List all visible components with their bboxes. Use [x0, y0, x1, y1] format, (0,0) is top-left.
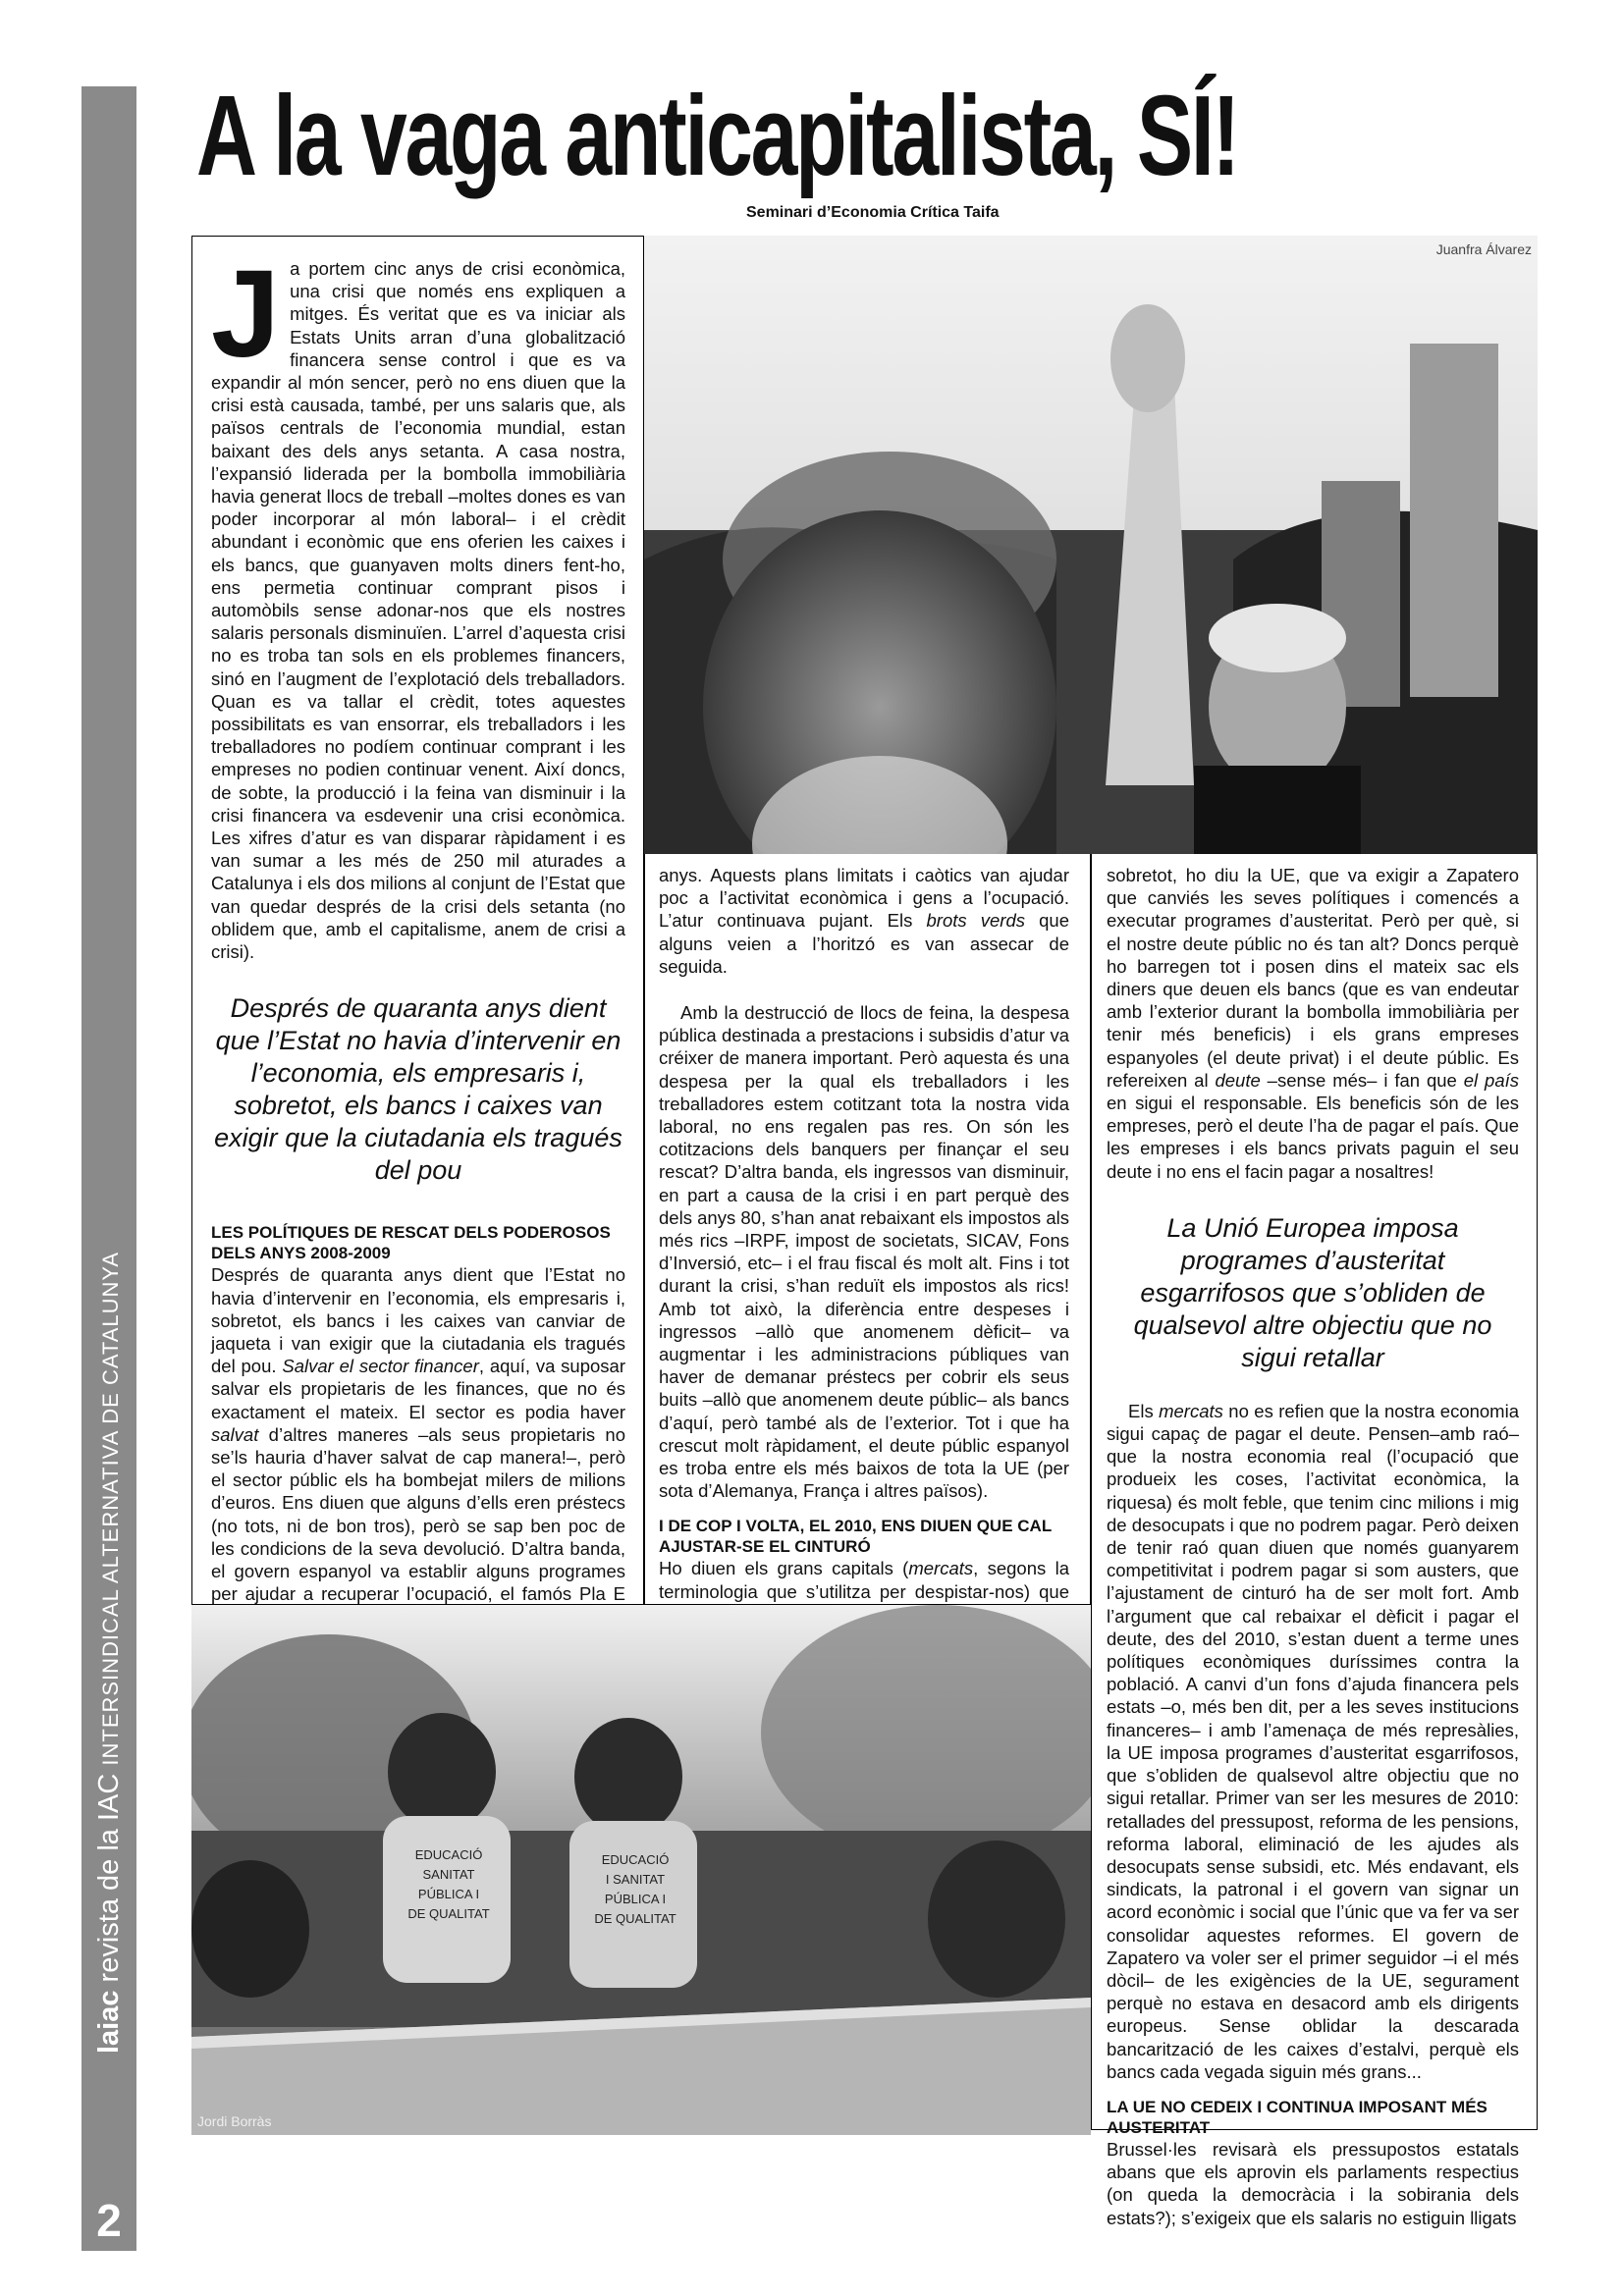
column-1 — [211, 244, 625, 1674]
col3-paragraph-3: Brussel·les revisarà els pressupostos estatals abans que els aprovin els parlaments respectius (on queda la democràcia i la sobirania dels estats?); s’exigeix que els salaris no estiguin lligats — [1107, 2138, 1519, 2228]
brand-name: laiac — [93, 1990, 125, 2054]
column-2 — [659, 864, 1069, 1626]
intro-text: a portem cinc anys de crisi econòmica, una crisi que només ens expliquen a mitges. És veritat que es va iniciar als Estats Units arran d’una globalització financera sense control i que es va expandir al món sencer, però no ens diuen que la crisi està causada, també, per uns salaris que, als països centrals de l’economia mundial, estan baixant des dels anys setanta. A casa nostra, l’expansió liderada per la bombolla immobiliària havia generat llocs de treball –moltes dones es van poder incorporar al món laboral– i el crèdit abundant i econòmic que ens oferien les caixes i els bancs, que guanyaven molts diners fent-ho, ens permetia continuar comprant pisos i automòbils sense adonar-nos que els nostres salaris personals disminuïen. L’arrel d’aquesta crisi no es troba tan sols en els problemes financers, sinó en l’augment de l’explotació dels treballadors. Quan es va tallar el crèdit, totes aquestes possibilitats es van ensorrar, els treballadors i les treballadores no podíem continuar comprant i les empreses no podien continuar venent. Així doncs, de sobte, la producció i la feina van disminuir i la crisi financera va esdevenir una crisi econòmica. Les xifres d’atur es van disparar ràpidament i es van sumar a les més de 250 mil aturades a Catalunya i els dos milions al conjunt de l’Estat que van quedar després de la crisi dels setanta (no oblidem que, amb el capitalisme, anem de crisi a crisi). — [211, 258, 625, 963]
text-run: que alguns veien a l’horitzó es van assecar de seguida. — [659, 910, 1069, 977]
page-title: A la vaga anticapitalista, SÍ! — [196, 72, 1238, 199]
protest-photo-illustration — [644, 236, 1538, 854]
text-run: Els — [1128, 1400, 1160, 1421]
subheading-rescat: LES POLÍTIQUES DE RESCAT DELS PODEROSOS DELS ANYS 2008-2009 — [211, 1223, 611, 1263]
text-run: , aquí, va suposar salvar els propietaris de les finances, que no és exactament el mateix. El sector es podia haver — [211, 1356, 625, 1422]
col2-paragraph-1 — [659, 864, 1069, 978]
bottom-photo-credit: Jordi Borràs — [197, 2113, 272, 2129]
subheading-austeritat: LA UE NO CEDEIX I CONTINUA IMPOSANT MÉS AUSTERITAT — [1107, 2097, 1488, 2137]
column-3 — [1107, 864, 1519, 2229]
shirt-line: SANITAT — [422, 1867, 475, 1882]
text-run: d’altres maneres –als seus propietaris no se’ls hauria d’haver salvat de cap manera!–, però el sector públic els ha bombejat milers de milions d’euros. Ens diuen que alguns d’ells eren préstecs (no tots, ni de bon tros), però se sap ben poc de les condicions de la seva devolució. D’altra banda, el govern espanyol va establir alguns programes per ajudar a recuperar l’ocupació, el famós Pla E — [211, 1423, 625, 1605]
text-run: no es refien que la nostra economia sigui capaç de pagar el deute. Pensen–amb raó– que la nostra economia real (l’ocupació que produeix les coses, l’activitat econòmica, la riquesa) és molt feble, que tenim cinc milions i mig de desocupats i que no podrem pagar. Però deixen de tenir raó quan diuen que només guanyarem competitivitat i podrem pagar si som austers, que l’ajustament de cinturó ha de ser molt fort. Amb l’argument que cal rebaixar el dèficit i pagar el deute, des del 2010, s’estan duent a terme unes polítiques econòmiques duríssimes contra la població. A canvi d’un fons d’ajuda financera pels estats –o, més ben dit, per a les seves institucions financeres– i amb l’amenaça de més represàlies, la UE imposa programes d’austeritat esgarrifosos, que s’obliden de qualsevol altre objectiu que no sigui retallar. Primer van ser les mesures de 2010: retallades del pressupost, reforma de les pensions, reforma laboral, eliminació de les ajudes als desocupats sense subsidi, etc. Més endavant, els sindicats, la patronal i el govern van signar un acord econòmic i social que l’únic que va fer va ser consolidar aquestes reformes. El govern de Zapatero va voler ser el primer seguidor –i el més dòcil– de les exigències de la UE, segurament perquè no estava en desacord amb els dirigents europeus. Sense oblidar la descarada bancarització de les caixes d’estalvi, perquè els bancs cada vegada siguin més grans... — [1107, 1400, 1519, 2082]
shirt-line: EDUCACIÓ — [601, 1852, 670, 1867]
shirt-line: DE QUALITAT — [407, 1906, 490, 1921]
bottom-photo — [191, 1605, 1091, 2135]
byline: Seminari d’Economia Crítica Taifa — [746, 204, 1000, 221]
drop-cap: J — [211, 244, 281, 383]
org-name: INTERSINDICAL ALTERNATIVA DE CATALUNYA — [98, 1251, 123, 1766]
subheading-cinturo: I DE COP I VOLTA, EL 2010, ENS DIUEN QUE CAL AJUSTAR-SE EL CINTURÓ — [659, 1517, 1052, 1557]
italic-run: Salvar el sector financer — [282, 1356, 479, 1377]
col2-paragraph-2: Amb la destrucció de llocs de feina, la despesa pública destinada a prestacions i subsidis d’atur va créixer de manera important. Però aquesta és una despesa per la qual els treballadors i les treballadores estem cotitzant tota la nostra vida laboral, no ens regalen pas res. On són les cotitzacions dels banquers per finançar el seu rescat? D’altra banda, els ingressos van disminuir, en part a causa de la crisi i en part perquè des dels anys 80, s’han anat rebaixant els impostos als més rics –IRPF, impost de societats, SICAV, Fons d’Inversió, etc– i el frau fiscal és molt alt. Fins i tot durant la crisi, s’han reduït els impostos als rics! Amb tot això, la diferència entre despeses i ingressos –allò que anomenem dèficit– va augmentar i les administracions públiques van haver de demanar préstecs per cobrir els seus buits –allò que anomenem deute públic– als bancs d’aquí, però també als de l’exterior. Tot i que ha crescut molt ràpidament, el deute públic espanyol es troba entre els més baixos de tota la UE (per sota d’Alemanya, França i altres països). — [659, 1002, 1069, 1502]
intro-paragraph — [211, 244, 625, 963]
sidebar-masthead — [84, 974, 134, 2054]
text-run: Després de quaranta anys dient que l’Estat no havia d’intervenir en l’economia, els empresaris i, sobretot, els bancs i les caixes van canviar de jaqueta i van exigir que la ciutadania els tragués del pou. — [211, 1264, 625, 1377]
italic-run: deute — [1215, 1069, 1261, 1091]
page-number: 2 — [81, 2190, 136, 2251]
text-run: anys. Aquests plans limitats i caòtics van ajudar poc a l’activitat econòmica i gens a l’ocupació. L’atur continuava pujant. Els — [659, 865, 1069, 932]
pull-quote-1: Després de quaranta anys dient que l’Estat no havia d’intervenir en l’economia, els empresaris i, sobretot, els bancs i caixes van exigir que la ciutadania els tragués del pou — [214, 993, 622, 1186]
text-run: en sigui el responsable. Els beneficis són de les empreses, però el deute l’ha de pagar el país. Que les empreses i els bancs privats paguin el seu deute i no ens el facin pagar a nosaltres! — [1107, 1093, 1519, 1182]
top-photo-credit: Juanfra Álvarez — [1435, 241, 1532, 257]
pull-quote-2: La Unió Europea imposa programes d’austeritat esgarrifosos que s’obliden de qualsevol altre objectiu que no sigui retallar — [1133, 1212, 1492, 1372]
italic-run: el país — [1463, 1069, 1519, 1091]
col3-paragraph-2 — [1107, 1400, 1519, 2083]
italic-run: salvat — [211, 1423, 259, 1445]
italic-run: mercats — [908, 1558, 974, 1579]
text-run: sobretot, ho diu la UE, que va exigir a Zapatero que canviés les seves polítiques i comencés a executar programes d’austeritat. Però per què, si el nostre deute públic no és tan alt? Doncs perquè ho barregen tot i posen dins el mateix sac els diners que deuen els bancs (que es van endeutar amb l’exterior durant la bombolla immobiliària per tenir més beneficis) i els grans empreses espanyoles (el deute privat) i el deute públic. Es refereixen al — [1107, 865, 1519, 1091]
italic-run: mercats — [1159, 1400, 1223, 1421]
shirt-line: EDUCACIÓ — [414, 1847, 483, 1862]
shirt-text-right — [576, 1850, 694, 1929]
brand-tagline: revista de la IAC — [93, 1765, 125, 1991]
shirt-line: I SANITAT — [605, 1872, 666, 1887]
shirt-text-left — [390, 1845, 508, 1924]
text-run: Ho diuen els grans capitals ( — [659, 1558, 909, 1579]
shirt-line: PÚBLICA I — [417, 1887, 480, 1901]
top-photo — [644, 236, 1538, 854]
italic-run: brots verds — [926, 910, 1025, 932]
text-run: , segons la terminologia que s’utilitza per despistar-nos) que — [659, 1558, 1069, 1602]
shirt-line: PÚBLICA I — [604, 1892, 667, 1906]
text-run: –sense més– i fan que — [1260, 1069, 1464, 1091]
col3-paragraph-1 — [1107, 864, 1519, 1183]
shirt-line: DE QUALITAT — [594, 1911, 676, 1926]
